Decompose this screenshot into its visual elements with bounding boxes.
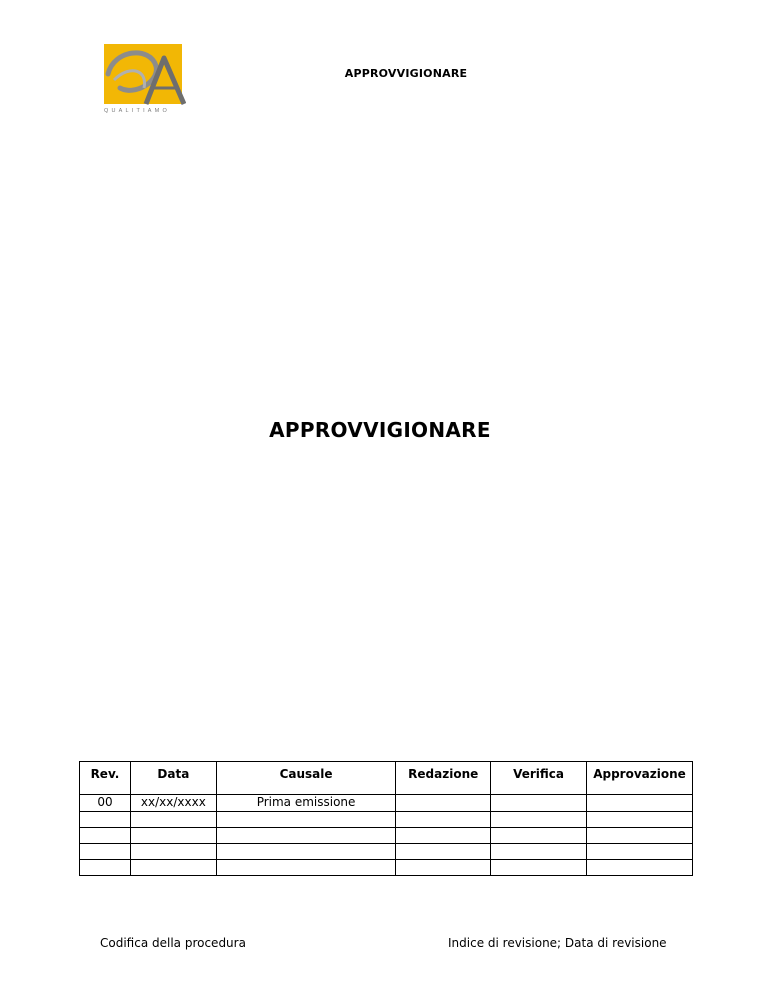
cell-causale (216, 812, 395, 828)
header-approvazione: Approvazione (586, 762, 692, 795)
cell-rev (80, 812, 131, 828)
cell-approvazione (586, 860, 692, 876)
cell-verifica (491, 795, 587, 812)
cell-redazione (396, 844, 491, 860)
cell-redazione (396, 860, 491, 876)
cell-verifica (491, 828, 587, 844)
cell-causale (216, 844, 395, 860)
cell-redazione (396, 795, 491, 812)
qa-logo-icon (100, 44, 186, 114)
cell-data (130, 828, 216, 844)
header-verifica: Verifica (491, 762, 587, 795)
table-row (80, 812, 693, 828)
cell-verifica (491, 860, 587, 876)
cell-verifica (491, 812, 587, 828)
cell-redazione (396, 812, 491, 828)
cell-causale (216, 828, 395, 844)
footer-revision-index: Indice di revisione; Data di revisione (448, 936, 667, 950)
header-rev: Rev. (80, 762, 131, 795)
cell-approvazione (586, 812, 692, 828)
document-title: APPROVVIGIONARE (269, 418, 491, 442)
header-data: Data (130, 762, 216, 795)
cell-rev: 00 (80, 795, 131, 812)
cell-rev (80, 828, 131, 844)
qualitiamo-logo (100, 44, 186, 114)
cell-approvazione (586, 795, 692, 812)
cell-verifica (491, 844, 587, 860)
header-causale: Causale (216, 762, 395, 795)
footer-procedure-code: Codifica della procedura (100, 936, 246, 950)
cell-data (130, 844, 216, 860)
table-row (80, 844, 693, 860)
svg-text:QUALITIAMO: QUALITIAMO (104, 108, 170, 114)
cell-approvazione (586, 844, 692, 860)
cell-causale (216, 860, 395, 876)
cell-redazione (396, 828, 491, 844)
revision-table (79, 761, 693, 876)
cell-data (130, 860, 216, 876)
cell-rev (80, 860, 131, 876)
table-row (80, 860, 693, 876)
cell-data: xx/xx/xxxx (130, 795, 216, 812)
cell-rev (80, 844, 131, 860)
header-redazione: Redazione (396, 762, 491, 795)
header-title: APPROVVIGIONARE (344, 67, 468, 80)
cell-causale: Prima emissione (216, 795, 395, 812)
table-row (80, 828, 693, 844)
cell-data (130, 812, 216, 828)
table-row (80, 795, 693, 812)
cell-approvazione (586, 828, 692, 844)
revision-table-header-row (80, 762, 693, 795)
